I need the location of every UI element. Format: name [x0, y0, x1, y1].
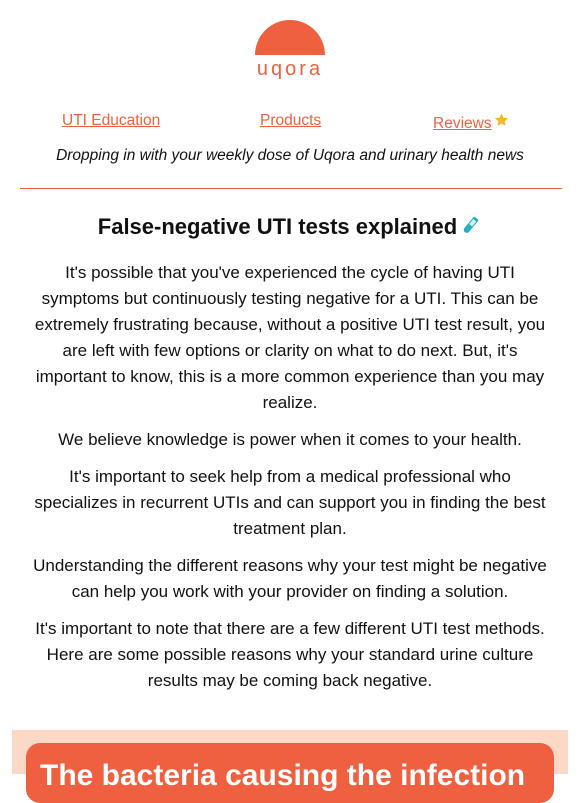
article-paragraph: We believe knowledge is power when it comes to your health.: [58, 430, 522, 449]
nav-link-uti-education[interactable]: UTI Education: [62, 112, 161, 129]
article-title: [0, 212, 580, 246]
article-body: [30, 260, 550, 705]
logo-wordmark: uqora: [256, 58, 324, 80]
logo-semicircle-icon: [255, 20, 325, 55]
uqora-logo[interactable]: [0, 20, 580, 80]
nav-link-reviews-label: Reviews: [433, 115, 492, 132]
star-icon: [493, 112, 510, 132]
test-tube-icon: [458, 214, 482, 246]
promo-card: [26, 743, 554, 803]
divider: [20, 188, 562, 189]
article-paragraph: Understanding the different reasons why your test might be negative can help you work with your provider on finding a solution.: [33, 556, 547, 601]
top-nav: [0, 112, 580, 134]
promo-section: [12, 730, 568, 792]
nav-link-reviews[interactable]: [433, 112, 510, 133]
nav-link-products[interactable]: Products: [260, 112, 322, 129]
article-paragraph: It's important to note that there are a few different UTI test methods. Here are some possible reasons why your standard urine culture results may be coming back negative.: [35, 619, 545, 690]
promo-heading: The bacteria causing the infection: [40, 759, 526, 792]
article-paragraph: It's important to seek help from a medical professional who specializes in recurrent UTIs and can support you in finding the best treatment plan.: [34, 467, 546, 538]
article-title-text: False-negative UTI tests explained: [97, 214, 458, 239]
article-paragraph: It's possible that you've experienced the cycle of having UTI symptoms but continuously testing negative for a UTI. This can be extremely frustrating because, without a positive UTI test result, you are left with few options or clarity on what to do next. But, it's important to know, this is a more common experience than you may realize.: [34, 263, 546, 412]
newsletter-tagline: Dropping in with your weekly dose of Uqora and urinary health news: [56, 147, 524, 164]
